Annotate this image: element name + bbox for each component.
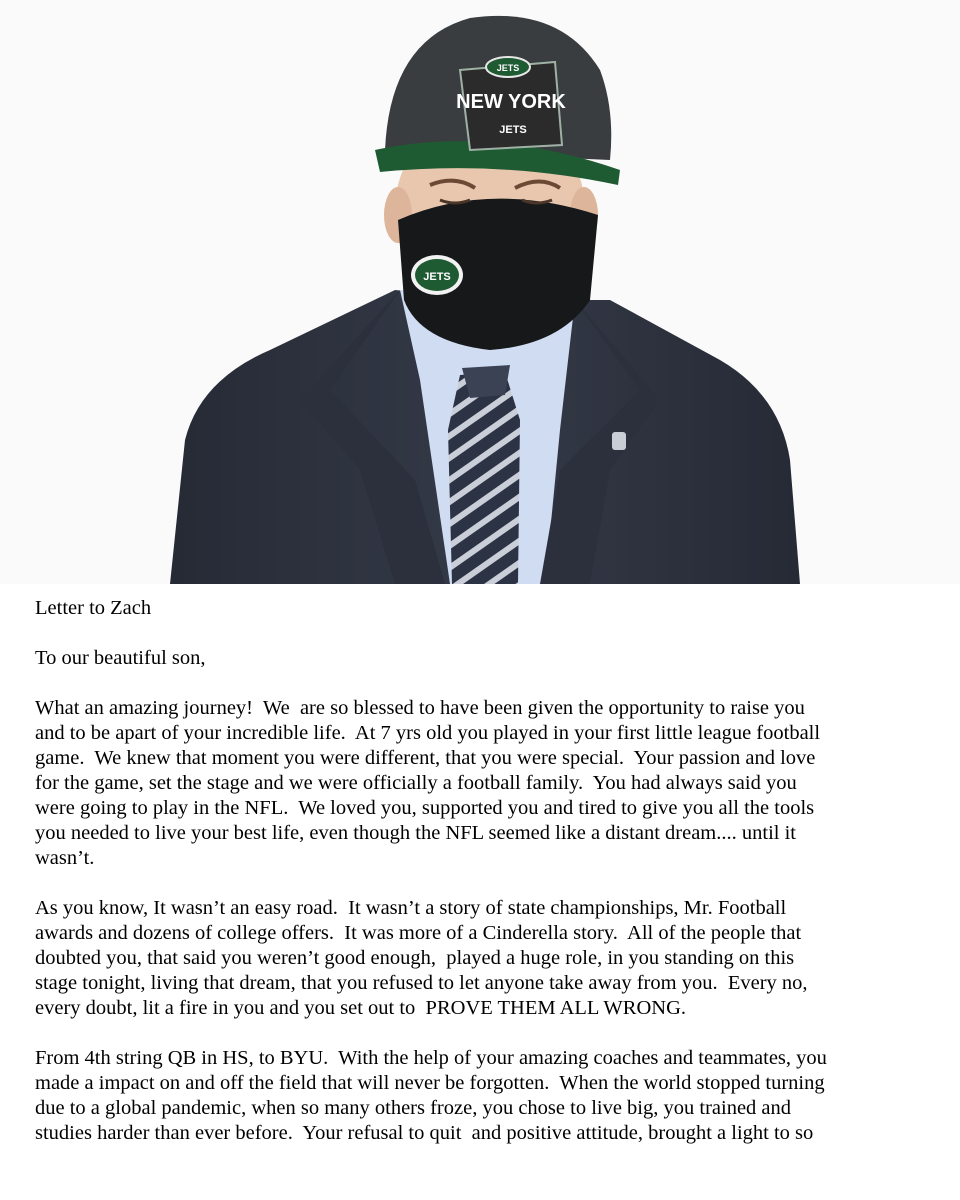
paragraph-line: and to be apart of your incredible life. At 7 yrs old you played in your first little league football <box>35 722 821 744</box>
paragraph-line: due to a global pandemic, when so many others froze, you chose to live big, you trained and <box>35 1097 792 1119</box>
paragraph-line: game. We knew that moment you were different, that you were special. Your passion and love <box>35 747 816 769</box>
paragraph-1 <box>35 696 945 871</box>
letter-title: Letter to Zach <box>35 597 152 619</box>
letter-text <box>35 596 945 1146</box>
paragraph-line: awards and dozens of college offers. It was more of a Cinderella story. All of the people that <box>35 922 802 944</box>
paragraph-line: made a impact on and off the field that will never be forgotten. When the world stopped turning <box>35 1072 825 1094</box>
paragraph-line: for the game, set the stage and we were officially a football family. You had always said you <box>35 772 797 794</box>
paragraph-line: As you know, It wasn’t an easy road. It wasn’t a story of state championships, Mr. Football <box>35 897 787 919</box>
paragraph-3 <box>35 1046 945 1146</box>
paragraph-line: studies harder than ever before. Your refusal to quit and positive attitude, brought a light to so <box>35 1122 814 1144</box>
paragraph-line: were going to play in the NFL. We loved you, supported you and tired to give you all the tools <box>35 797 815 819</box>
cap-small-logo-text: JETS <box>496 63 520 73</box>
paragraph-2 <box>35 896 945 1021</box>
paragraph-line: every doubt, lit a fire in you and you set out to PROVE THEM ALL WRONG. <box>35 997 686 1019</box>
paragraph-line: From 4th string QB in HS, to BYU. With the help of your amazing coaches and teammates, you <box>35 1047 827 1069</box>
paragraph-line: stage tonight, living that dream, that you refused to let anyone take away from you. Every no, <box>35 972 808 994</box>
cap-patch-subtitle: JETS <box>499 124 527 136</box>
paragraph-line: you needed to live your best life, even though the NFL seemed like a distant dream.... until it <box>35 822 796 844</box>
cap-patch-title: NEW YORK <box>456 91 566 113</box>
paragraph-line: wasn’t. <box>35 847 95 869</box>
draft-photo <box>0 0 960 584</box>
paragraph-line: doubted you, that said you weren’t good enough, played a huge role, in you standing on this <box>35 947 795 969</box>
person-in-suit-icon <box>0 0 960 584</box>
letter-salutation: To our beautiful son, <box>35 647 206 669</box>
paragraph-line: What an amazing journey! We are so blessed to have been given the opportunity to raise you <box>35 697 805 719</box>
mask-logo-text: JETS <box>423 271 451 283</box>
